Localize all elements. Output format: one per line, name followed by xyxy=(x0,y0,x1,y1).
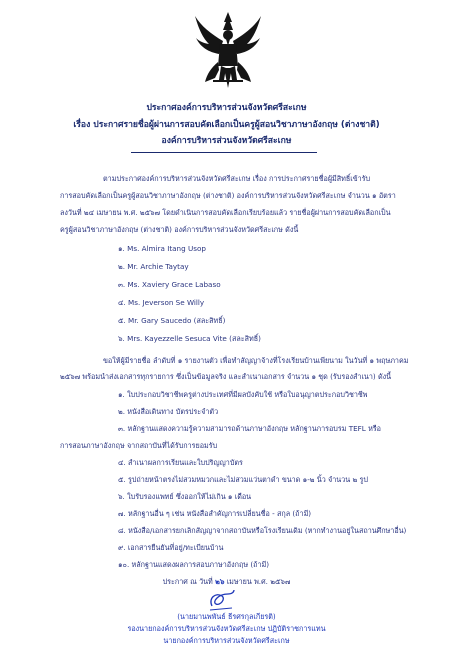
document-item: ๕. รูปถ่ายหน้าตรงไม่สวมหมวกและไม่สวมแว่นตาดำ ขนาด ๑-๒ นิ้ว จำนวน ๒ รูป xyxy=(118,475,368,484)
intro-line: ตามประกาศองค์การบริหารส่วนจังหวัดศรีสะเกษ เรื่อง การประกาศรายชื่อผู้มีสิทธิ์เข้ารับ xyxy=(103,174,371,183)
intro-line: ลงวันที่ ๒๔ เมษายน พ.ศ. ๒๕๖๗ โดยดำเนินการสอบคัดเลือกเรียบร้อยแล้ว รายชื่อผู้ผ่านการสอบคัดเลือกเป็น xyxy=(60,208,391,217)
doc-organization: องค์การบริหารส่วนจังหวัดศรีสะเกษ xyxy=(161,136,292,146)
header-divider xyxy=(131,152,317,153)
announce-suffix: เมษายน พ.ศ. ๒๕๖๗ xyxy=(226,577,291,586)
doc-subject: เรื่อง ประกาศรายชื่อผู้ผ่านการสอบคัดเลือกเป็นครูผู้สอนวิชาภาษาอังกฤษ (ต่างชาติ) xyxy=(73,120,380,130)
candidate-item: ๖. Mrs. Kayezzelle Sesuca Vite (สละสิทธิ์) xyxy=(118,334,261,343)
signature-mark-icon xyxy=(202,588,242,614)
doc-title: ประกาศองค์การบริหารส่วนจังหวัดศรีสะเกษ xyxy=(146,103,307,113)
candidate-item: ๑. Ms. Almira Itang Usop xyxy=(118,244,206,253)
announce-prefix: ประกาศ ณ วันที่ xyxy=(162,577,213,586)
candidate-item: ๓. Ms. Xaviery Grace Labaso xyxy=(118,280,221,289)
intro-line: การสอบคัดเลือกเป็นครูผู้สอนวิชาภาษาอังกฤษ (ต่างชาติ) องค์การบริหารส่วนจังหวัดศรีสะเกษ จำนวน ๑ อัตรา xyxy=(60,191,396,200)
announce-date xyxy=(0,577,453,588)
signer-title-2: นายกองค์การบริหารส่วนจังหวัดศรีสะเกษ xyxy=(163,636,290,645)
report-line: ขอให้ผู้มีรายชื่อ ลำดับที่ ๑ รายงานตัว เพื่อทำสัญญาจ้างที่โรงเรียนบ้านเพียนาม ในวันที่ ๑ พฤษภาคม xyxy=(103,356,409,365)
document-item: ๖. ใบรับรองแพทย์ ซึ่งออกให้ไม่เกิน ๑ เดือน xyxy=(118,492,252,501)
garuda-emblem-icon xyxy=(193,8,263,92)
signer-title: รองนายกองค์การบริหารส่วนจังหวัดศรีสะเกษ ปฏิบัติราชการแทน xyxy=(127,624,326,633)
document-item: ๙. เอกสารยืนยันที่อยู่/ทะเบียนบ้าน xyxy=(118,543,224,552)
document-item: ๑๐. หลักฐานแสดงผลการสอบภาษาอังกฤษ (ถ้ามี) xyxy=(118,560,270,569)
document-item: ๗. หลักฐานอื่น ๆ เช่น หนังสือสำคัญการเปลี่ยนชื่อ - สกุล (ถ้ามี) xyxy=(118,509,312,518)
document-item: ๑. ใบประกอบวิชาชีพครูต่างประเทศที่มีผลบังคับใช้ หรือใบอนุญาตประกอบวิชาชีพ xyxy=(118,390,368,399)
document-item: ๓. หลักฐานแสดงความรู้ความสามารถด้านภาษาอังกฤษ หลักฐานการอบรม TEFL หรือ xyxy=(118,424,382,433)
candidate-item: ๔. Ms. Jeverson Se Willy xyxy=(118,298,205,307)
candidate-item: ๒. Mr. Archie Taytay xyxy=(118,262,189,271)
document-item: การสอนภาษาอังกฤษ จากสถาบันที่ได้รับการยอมรับ xyxy=(60,441,218,450)
document-item: ๒. หนังสือเดินทาง บัตรประจำตัว xyxy=(118,407,219,416)
document-item: ๔. สำเนาผลการเรียนและใบปริญญาบัตร xyxy=(118,458,243,467)
signer-name: (นายมานพพันธ์ ธีรศรกุลเกียรติ) xyxy=(177,612,276,621)
announce-day: ๒๖ xyxy=(215,577,225,586)
document-item: ๘. หนังสือ/เอกสารยกเลิกสัญญาจากสถาบันหรือโรงเรียนเดิม (หากทำงานอยู่ในสถานศึกษาอื่น) xyxy=(118,526,407,535)
candidate-item: ๕. Mr. Gary Saucedo (สละสิทธิ์) xyxy=(118,316,226,325)
report-line: ๒๕๖๗ พร้อมนำส่งเอกสารทุกรายการ ซึ่งเป็นข้อมูลจริง และสำเนาเอกสาร จำนวน ๑ ชุด (รับรองสำเนา) ดังนี้ xyxy=(60,372,392,381)
intro-line: ครูผู้สอนวิชาภาษาอังกฤษ (ต่างชาติ) องค์การบริหารส่วนจังหวัดศรีสะเกษ ดังนี้ xyxy=(60,225,299,234)
